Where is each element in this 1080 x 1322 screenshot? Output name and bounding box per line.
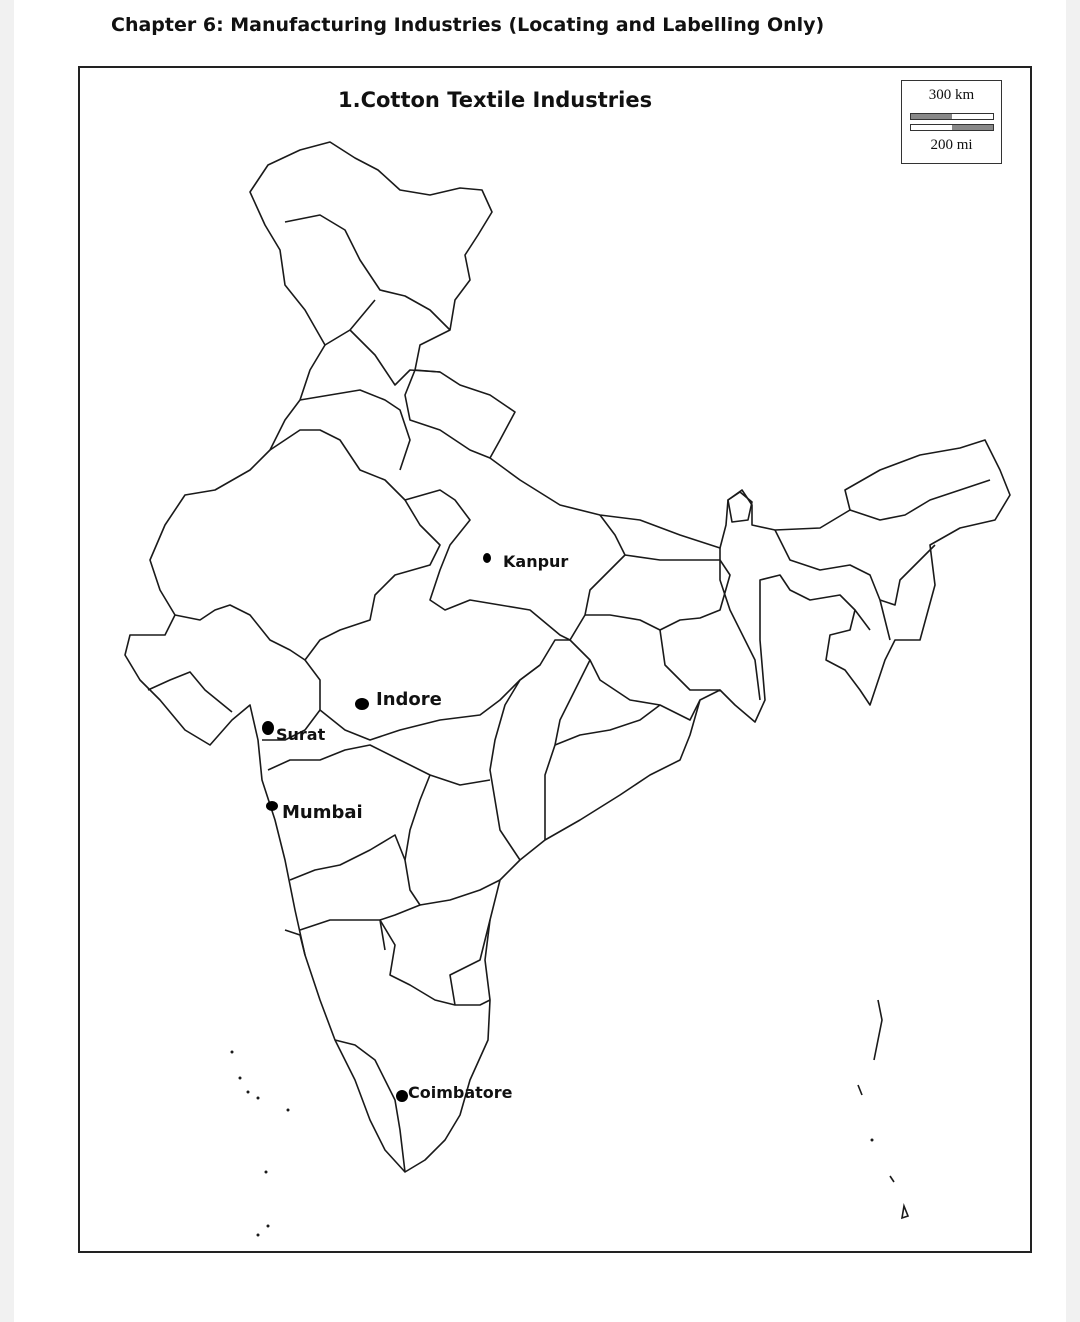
city-label-mumbai: Mumbai <box>282 802 363 823</box>
kutch-gulf-line <box>148 672 232 712</box>
city-label-surat: Surat <box>276 725 326 744</box>
goa-boundary <box>285 930 305 955</box>
coimbatore-marker <box>396 1090 408 1102</box>
karnataka-boundary <box>290 835 490 1005</box>
west-bengal-boundary <box>720 548 760 700</box>
india-mainland-outline <box>125 142 1010 1172</box>
chhattisgarh-boundary <box>490 660 590 860</box>
telangana-boundary <box>405 775 500 905</box>
kerala-tn-boundary <box>335 920 405 1172</box>
scale-mi-label: 200 mi <box>930 137 973 153</box>
mumbai-marker <box>266 801 278 811</box>
andhra-boundary <box>380 905 490 1005</box>
odisha-boundary <box>555 705 660 745</box>
surat-marker <box>262 721 274 735</box>
uttarakhand-boundary <box>405 370 490 458</box>
northeast-boundaries <box>775 480 990 640</box>
city-label-coimbatore: Coimbatore <box>408 1083 513 1102</box>
city-label-indore: Indore <box>376 689 442 710</box>
rajasthan-boundary <box>175 430 440 660</box>
scale-km-label: 300 km <box>928 87 975 103</box>
bihar-boundary <box>585 555 730 630</box>
lakshadweep-islands <box>231 1051 290 1237</box>
jk-boundary <box>285 215 450 330</box>
kanpur-marker <box>483 553 491 563</box>
city-label-kanpur: Kanpur <box>503 552 569 571</box>
indore-marker <box>355 698 369 710</box>
chapter-heading: Chapter 6: Manufacturing Industries (Locating and Labelling Only) <box>111 14 825 36</box>
gujarat-maharashtra-boundary <box>262 710 490 785</box>
himachal-boundary <box>325 300 440 385</box>
andaman-nicobar-islands <box>858 1000 908 1218</box>
jharkhand-boundary <box>570 630 720 720</box>
map-title: 1.Cotton Textile Industries <box>338 88 653 112</box>
